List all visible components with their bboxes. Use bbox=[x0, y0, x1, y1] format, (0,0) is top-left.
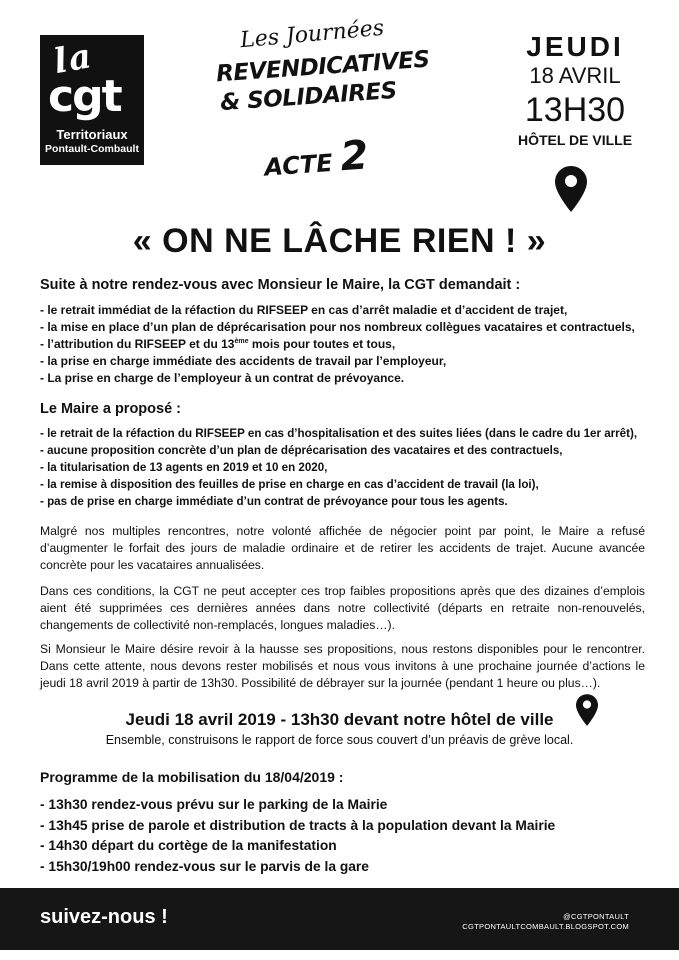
list-item: - pas de prise en charge immédiate d’un contrat de prévoyance pour tous les agents. bbox=[40, 495, 508, 508]
acte-label bbox=[263, 132, 370, 185]
slogan-heading: « ON NE LÂCHE RIEN ! » bbox=[132, 222, 547, 260]
logo-territoriaux: Territoriaux bbox=[56, 127, 128, 142]
twitter-handle[interactable]: @CGTPONTAULT bbox=[563, 912, 629, 921]
location-pin-icon bbox=[555, 166, 587, 212]
revendicatives-text: REVENDICATIVES bbox=[215, 46, 431, 88]
list-item: - 15h30/19h00 rendez-vous sur le parvis de la gare bbox=[40, 858, 369, 874]
rendezvous-subtext: Ensemble, construisons le rapport de force sous couvert d’un préavis de grève local. bbox=[105, 733, 574, 747]
acte-word: ACTE bbox=[263, 148, 334, 182]
demands-list bbox=[40, 302, 645, 387]
list-item bbox=[40, 336, 645, 353]
paragraph: Dans ces conditions, la CGT ne peut accepter ces trop faibles propositions après que des dizaines d’emplois aient été supprimées ces dernières années dans notre collectivité (départs en retraite non-renouvelés, changements de collectivité non-remplacés, longues maladies…). bbox=[40, 584, 645, 632]
event-day: JEUDI bbox=[526, 31, 624, 62]
maire-title: Le Maire a proposé : bbox=[40, 401, 182, 417]
list-item: - 13h30 rendez-vous prévu sur le parking de la Mairie bbox=[40, 797, 388, 812]
solidaires-text: & SOLIDAIRES bbox=[219, 77, 398, 117]
paragraph: Malgré nos multiples rencontres, notre volonté affichée de négocier point par point, le Maire a refusé d’augmenter le forfait des jours de maladie ordinaire et de retirer les accidents de trajet. Aucune avancée concrète pour les vacataires annualisées. bbox=[40, 524, 645, 572]
list-item: - la mise en place d’un plan de déprécarisation pour nos nombreux collègues vacataires et contractuels, bbox=[40, 320, 635, 334]
footer-bar bbox=[0, 888, 679, 950]
proposals-list bbox=[40, 425, 645, 510]
event-place: HÔTEL DE VILLE bbox=[517, 132, 633, 148]
demand-text: - l’attribution du RIFSEEP et du 13 bbox=[40, 337, 235, 351]
event-date: 18 AVRIL bbox=[529, 63, 621, 88]
logo-city: Pontault-Combault bbox=[45, 143, 139, 155]
blog-link[interactable]: CGTPONTAULTCOMBAULT.BLOGSPOT.COM bbox=[462, 922, 629, 931]
follow-us-text: suivez-nous ! bbox=[40, 906, 168, 928]
list-item: - le retrait immédiat de la réfaction du RIFSEEP en cas d’arrêt maladie et d’accident de trajet, bbox=[40, 303, 568, 317]
cgt-logo bbox=[40, 35, 144, 165]
date-block bbox=[510, 32, 640, 150]
list-item: - le retrait de la réfaction du RIFSEEP en cas d’hospitalisation et des suites liées (dans le cadre du 1er arrêt), bbox=[40, 427, 638, 440]
logo-la: la bbox=[50, 35, 97, 83]
list-item: - La prise en charge de l’employeur à un contrat de prévoyance. bbox=[40, 371, 405, 385]
location-pin-icon bbox=[576, 694, 598, 726]
list-item: - la titularisation de 13 agents en 2019 et 10 en 2020, bbox=[40, 461, 328, 474]
programme-title: Programme de la mobilisation du 18/04/2019 : bbox=[40, 769, 344, 785]
social-links bbox=[462, 912, 629, 932]
rendezvous-heading: Jeudi 18 avril 2019 - 13h30 devant notre hôtel de ville bbox=[125, 710, 554, 729]
list-item: - 14h30 départ du cortège de la manifestation bbox=[40, 838, 337, 853]
list-item: - la remise à disposition des feuilles de prise en charge en cas d’accident de travail (la loi), bbox=[40, 478, 539, 491]
programme-list bbox=[40, 795, 645, 877]
list-item: - aucune proposition concrète d’un plan de déprécarisation des vacataires et des contractuels, bbox=[40, 444, 563, 457]
logo-cgt: cgt bbox=[48, 71, 121, 122]
demand-text: mois pour toutes et tous, bbox=[248, 337, 396, 351]
demand-superscript: ème bbox=[234, 338, 249, 345]
list-item: - la prise en charge immédiate des accidents de travail par l’employeur, bbox=[40, 354, 447, 368]
event-time: 13H30 bbox=[524, 91, 626, 129]
les-journees-text: Les Journées bbox=[239, 15, 385, 54]
intro-text: Suite à notre rendez-vous avec Monsieur le Maire, la CGT demandait : bbox=[40, 277, 521, 293]
list-item: - 13h45 prise de parole et distribution de tracts à la population devant la Mairie bbox=[40, 817, 556, 833]
paragraph: Si Monsieur le Maire désire revoir à la hausse ses propositions, nous restons disponibles pour le rencontrer. Dans cette attente, nous devons rester mobilisés et nous vous invitons à une prochaine journée d’actions le jeudi 18 avril 2019 à partir de 13h30. Possibilité de débrayer sur la journée (pendant 1 heure ou plus…). bbox=[40, 642, 645, 690]
acte-number: 2 bbox=[338, 132, 370, 181]
